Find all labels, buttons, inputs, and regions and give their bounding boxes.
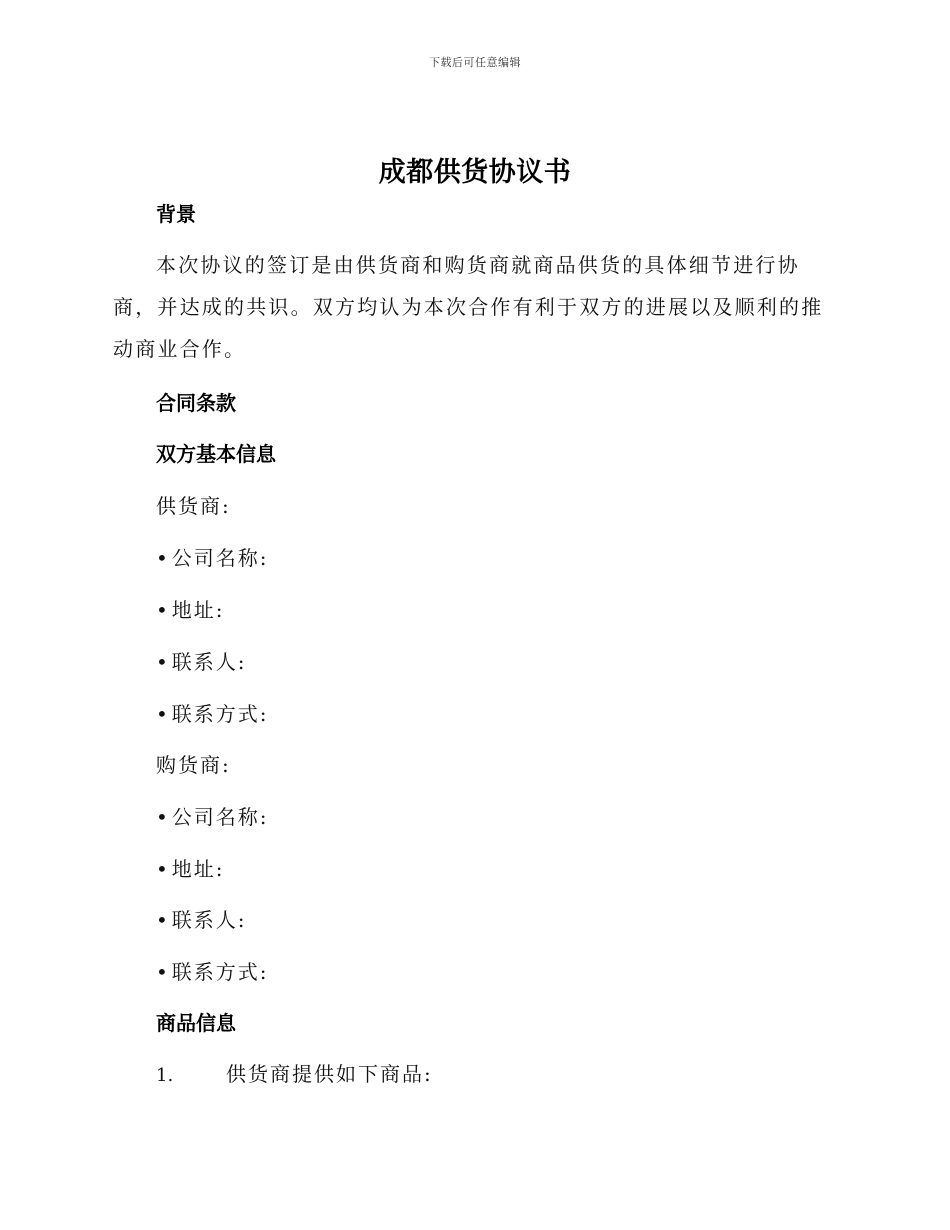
bullet-icon: • (156, 805, 170, 829)
goods-heading: 商品信息 (156, 1011, 236, 1035)
parties-heading: 双方基本信息 (156, 442, 276, 466)
field-label: 公司名称: (171, 546, 269, 570)
field-label: 地址: (171, 598, 225, 622)
background-paragraph: 本次协议的签订是由供货商和购货商就商品供货的具体细节进行协商，并达成的共识。双方均认为本次合作有利于双方的进展以及顺利的推动商业合作。 (113, 253, 824, 361)
buyer-company-name-field (156, 801, 269, 830)
supplier-address-field (156, 594, 225, 623)
field-label: 公司名称: (171, 805, 269, 829)
goods-list-item (156, 1058, 433, 1087)
buyer-contact-person-field (156, 904, 247, 933)
bullet-icon: • (156, 702, 170, 726)
bullet-icon: • (156, 908, 170, 932)
supplier-contact-method-field (156, 698, 269, 727)
buyer-label: 购货商: (156, 753, 231, 777)
field-label: 联系方式: (171, 960, 269, 984)
bullet-icon: • (156, 650, 170, 674)
bullet-icon: • (156, 960, 170, 984)
field-label: 联系方式: (171, 702, 269, 726)
buyer-contact-method-field (156, 956, 269, 985)
supplier-contact-person-field (156, 646, 247, 675)
document-title: 成都供货协议书 (378, 157, 572, 188)
buyer-address-field (156, 853, 225, 882)
bullet-icon: • (156, 598, 170, 622)
terms-heading: 合同条款 (156, 391, 236, 415)
supplier-label: 供货商: (156, 494, 231, 518)
header-note: 下载后可任意编辑 (429, 56, 521, 69)
field-label: 联系人: (171, 650, 247, 674)
list-number: 1. (156, 1065, 174, 1086)
field-label: 地址: (171, 857, 225, 881)
list-item-text: 供货商提供如下商品: (226, 1062, 433, 1086)
bullet-icon: • (156, 546, 170, 570)
supplier-company-name-field (156, 542, 269, 571)
background-heading: 背景 (156, 202, 196, 226)
field-label: 联系人: (171, 908, 247, 932)
bullet-icon: • (156, 857, 170, 881)
